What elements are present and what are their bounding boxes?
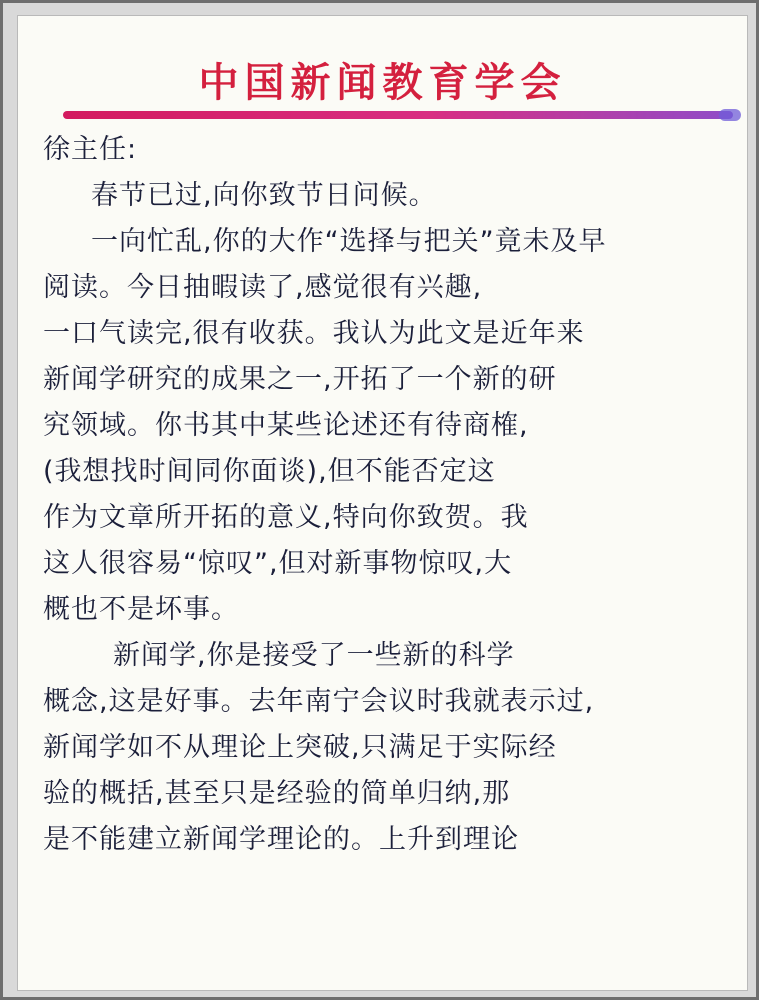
- letterhead-rule: [63, 111, 733, 119]
- letter-line: (我想找时间同你面谈),但不能否定这: [43, 456, 496, 487]
- letter-line: 新闻学研究的成果之一,开拓了一个新的研: [43, 364, 557, 395]
- letter-line: 新闻学如不从理论上突破,只满足于实际经: [43, 732, 557, 763]
- letter-line: 是不能建立新闻学理论的。上升到理论: [43, 824, 519, 855]
- letter-line: 春节已过,向你致节日问候。: [91, 180, 437, 211]
- letter-line: 一向忙乱,你的大作“选择与把关”竟未及早: [91, 226, 607, 257]
- letter-line: 阅读。今日抽暇读了,感觉很有兴趣,: [43, 272, 483, 303]
- letter-line: 验的概括,甚至只是经验的简单归纳,那: [43, 778, 511, 809]
- letter-line: 这人很容易“惊叹”,但对新事物惊叹,大: [43, 548, 513, 579]
- letter-line: 概也不是坏事。: [43, 594, 239, 625]
- letter-line: 究领域。你书其中某些论述还有待商榷,: [43, 410, 529, 441]
- handwritten-letter-body: [43, 127, 733, 863]
- letter-greeting: 徐主任:: [43, 134, 138, 165]
- letter-line: 概念,这是好事。去年南宁会议时我就表示过,: [43, 686, 595, 717]
- letter-line: 一口气读完,很有收获。我认为此文是近年来: [43, 318, 585, 349]
- letter-line: 作为文章所开拓的意义,特向你致贺。我: [43, 502, 529, 533]
- letter-page: [17, 15, 748, 991]
- letter-line: 新闻学,你是接受了一些新的科学: [113, 640, 515, 671]
- letterhead-title: 中国新闻教育学会: [198, 59, 567, 106]
